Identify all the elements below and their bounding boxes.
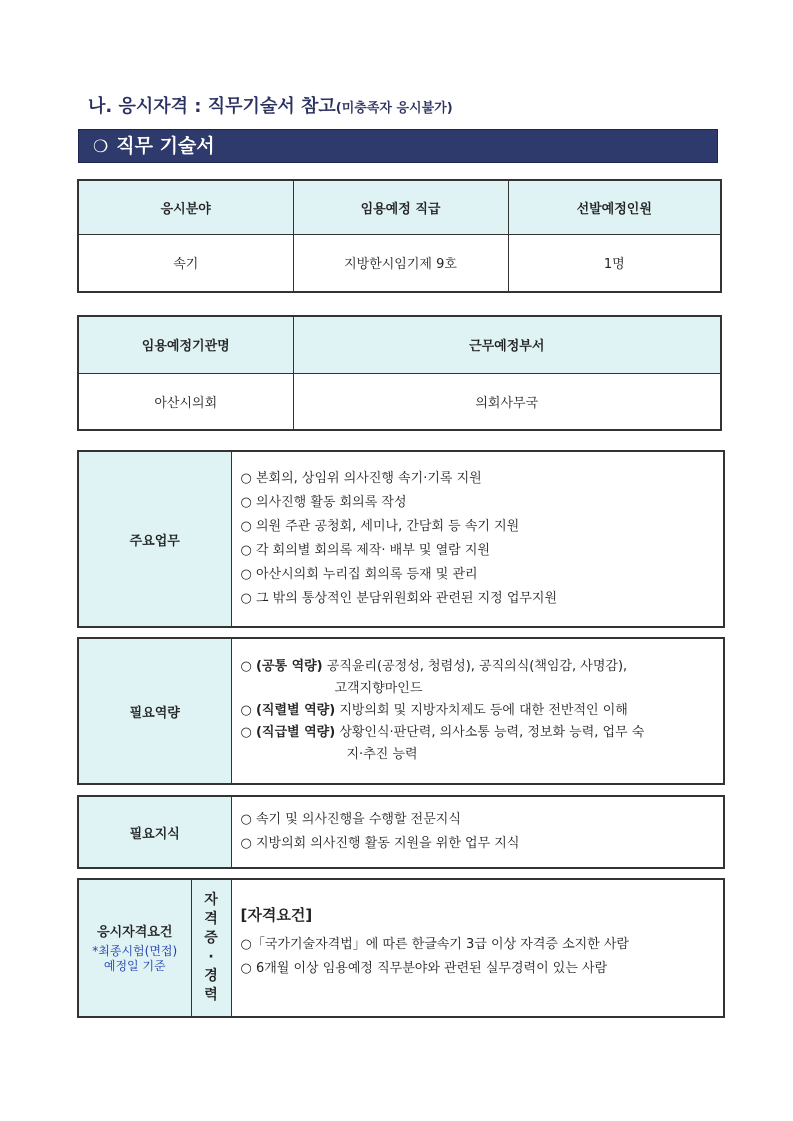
bullet: ○ xyxy=(240,725,256,740)
competency-series xyxy=(241,700,724,722)
knowledge-label: 필요지식 xyxy=(78,796,231,868)
qualification-content xyxy=(231,879,724,1017)
qualification-note-2: 예정일 기준 xyxy=(103,959,166,973)
knowledge-item: ○ 속기 및 의사진행을 수행할 전문지식 xyxy=(240,812,461,827)
qualification-label: 응시자격요건 xyxy=(97,925,173,940)
duty-item: ○ 그 밖의 통상적인 분담위원회와 관련된 지정 업무지원 xyxy=(240,591,558,606)
job-description-banner xyxy=(78,129,718,163)
series-tag: (직렬별 역량) xyxy=(255,703,336,718)
bullet: ○ xyxy=(240,703,256,718)
qualification-sublabel: 자 격 증 · 경 력 xyxy=(191,879,231,1017)
section-heading-main: 나. 응시자격 : 직무기술서 참고 xyxy=(88,96,336,117)
qualification-label-cell xyxy=(78,879,191,1017)
qualification-note-1: *최종시험(면접) xyxy=(92,944,178,958)
cell-agency: 아산시의회 xyxy=(78,373,293,430)
qualification-table xyxy=(77,878,725,1018)
main-duties-table xyxy=(77,450,725,628)
header-agency: 임용예정기관명 xyxy=(78,316,293,373)
duty-item: ○ 의원 주관 공청회, 세미나, 간담회 등 속기 지원 xyxy=(240,519,520,534)
banner-title: 직무 기술서 xyxy=(116,135,215,157)
competency-table xyxy=(77,637,725,785)
header-field: 응시분야 xyxy=(78,180,293,234)
section-heading xyxy=(88,92,453,118)
circle-bullet-icon: ❍ xyxy=(93,137,109,157)
competency-common xyxy=(241,656,724,678)
competency-grade-cont: 지·추진 능력 xyxy=(346,747,418,762)
knowledge-item: ○ 지방의회 의사진행 활동 지원을 위한 업무 지식 xyxy=(240,836,520,851)
section-heading-note: (미충족자 응시불가) xyxy=(335,101,453,116)
knowledge-content xyxy=(231,796,724,868)
recruit-table xyxy=(77,179,722,293)
main-duties-label: 주요업무 xyxy=(78,451,231,627)
header-grade: 임용예정 직급 xyxy=(293,180,508,234)
organization-table xyxy=(77,315,722,431)
cell-field: 속기 xyxy=(78,234,293,292)
qualification-item: ○「국가기술자격법」에 따른 한글속기 3급 이상 자격증 소지한 사람 xyxy=(240,937,629,952)
competency-grade xyxy=(241,722,724,744)
grade-tag: (직급별 역량) xyxy=(255,725,336,740)
competency-common-cont: 고객지향마인드 xyxy=(334,681,423,696)
main-duties-content xyxy=(231,451,724,627)
series-text: 지방의회 및 지방자치제도 등에 대한 전반적인 이해 xyxy=(335,703,628,718)
duty-item: ○ 본회의, 상임위 의사진행 속기·기록 지원 xyxy=(240,471,482,486)
common-tag: (공통 역량) xyxy=(255,659,323,674)
qualification-title: [자격요건] xyxy=(240,906,313,924)
duty-item: ○ 각 회의별 회의록 제작· 배부 및 열람 지원 xyxy=(240,543,490,558)
competency-content xyxy=(231,638,724,784)
cell-grade: 지방한시임기제 9호 xyxy=(293,234,508,292)
knowledge-table xyxy=(77,795,725,869)
header-headcount: 선발예정인원 xyxy=(508,180,721,234)
duty-item: ○ 아산시의회 누리집 회의록 등재 및 관리 xyxy=(240,567,478,582)
bullet: ○ xyxy=(240,659,256,674)
header-department: 근무예정부서 xyxy=(293,316,721,373)
qualification-item: ○ 6개월 이상 임용예정 직무분야와 관련된 실무경력이 있는 사람 xyxy=(240,961,608,976)
duty-item: ○ 의사진행 활동 회의록 작성 xyxy=(240,495,407,510)
cell-department: 의회사무국 xyxy=(293,373,721,430)
competency-label: 필요역량 xyxy=(78,638,231,784)
cell-headcount: 1명 xyxy=(508,234,721,292)
grade-text: 상황인식·판단력, 의사소통 능력, 정보화 능력, 업무 숙 xyxy=(335,725,645,740)
common-text: 공직윤리(공정성, 청렴성), 공직의식(책임감, 사명감), xyxy=(322,659,628,674)
